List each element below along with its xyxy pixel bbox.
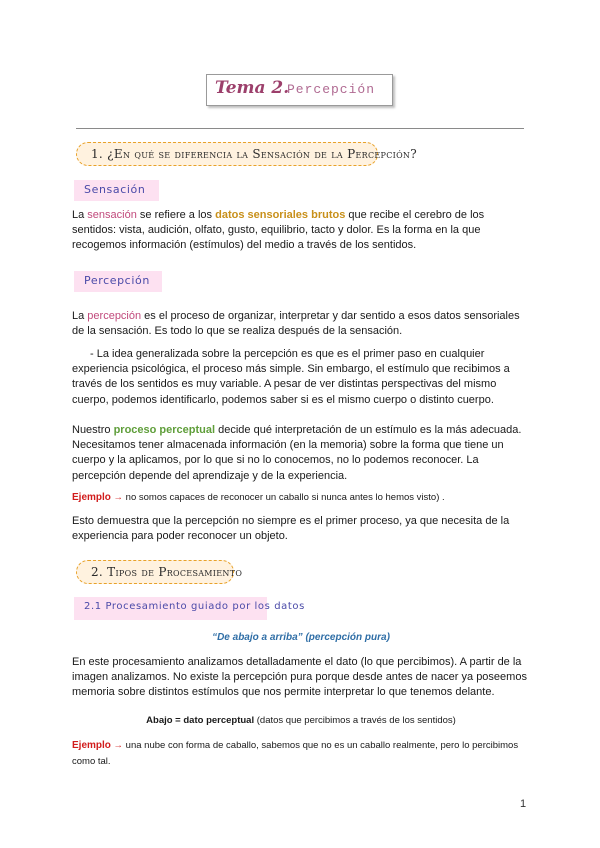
subheading-sensacion-label: Sensación xyxy=(84,183,146,196)
example-2 xyxy=(72,738,530,770)
formula-rest: (datos que percibimos a través de los sentidos) xyxy=(254,715,456,726)
example-text: una nube con forma de caballo, sabemos que no es un caballo realmente, pero lo percibimos como tal. xyxy=(72,740,519,767)
document-title-tema: Tema 2. xyxy=(215,78,290,98)
term-proceso-perceptual: proceso perceptual xyxy=(113,424,216,436)
document-title-box xyxy=(206,74,393,106)
section2-heading-bubble xyxy=(76,560,243,584)
text: Nuestro xyxy=(72,424,114,436)
arrow-right-icon: → xyxy=(113,740,124,751)
percepcion-paragraph-3 xyxy=(72,423,530,484)
percepcion-paragraph-2: - La idea generalizada sobre la percepción es que es el primer paso en cualquier experiencia psicológica, el proceso más simple. Sin embargo, el estímulo que recibimos a través de los sentidos es muy variable. A pesar de ver distintas perspectivas del mismo cuerpo, podemos identificarlo, podemos saber si es el mismo cuerpo o distinto cuerpo. xyxy=(72,348,510,406)
text: se refiere a los xyxy=(136,209,216,221)
term-datos-sensoriales: datos sensoriales brutos xyxy=(215,209,346,221)
subheading-2-1 xyxy=(74,597,305,620)
document-title-topic: Percepción xyxy=(287,82,376,97)
section1-heading-bubble xyxy=(76,142,417,166)
percepcion-paragraph-1 xyxy=(72,309,530,339)
example-text: no somos capaces de reconocer un caballo si nunca antes lo hemos visto) . xyxy=(123,492,445,503)
procesamiento-paragraph: En este procesamiento analizamos detalladamente el dato (lo que percibimos). A partir de la imagen analizamos. No existe la percepción pura porque desde antes de nacer ya poseemos memoria sobre distintos estímulos que nos permite interpretar lo que tenemos delante. xyxy=(72,656,527,699)
subheading-sensacion xyxy=(74,180,159,201)
horizontal-rule xyxy=(76,128,524,129)
text: La xyxy=(72,209,88,221)
page-number: 1 xyxy=(520,798,527,810)
subheading-percepcion-label: Percepción xyxy=(84,274,150,287)
sensacion-paragraph xyxy=(72,208,530,254)
example-label: Ejemplo xyxy=(72,740,111,751)
subheading-2-1-label: 2.1 Procesamiento guiado por los datos xyxy=(84,601,305,612)
term-percepcion: percepción xyxy=(87,310,142,322)
term-sensacion: sensación xyxy=(87,209,137,221)
text: decide qué interpretación de un estímulo es la más adecuada. Necesitamos tener almacenada información (en la memoria) sobre la forma que tiene un cuerpo y la aplicamos, por lo que si no lo conocemos, no lo podemos reconocer. La percepción depende del aprendizaje y de la experiencia. xyxy=(72,424,522,482)
section1-heading: 1. ¿En qué se diferencia la Sensación de la Percepción? xyxy=(91,147,417,161)
formula-line xyxy=(72,715,530,726)
example-label: Ejemplo xyxy=(72,492,111,503)
percepcion-paragraph-4: Esto demuestra que la percepción no siempre es el primer proceso, ya que necesita de la experiencia para poder reconocer un objeto. xyxy=(72,515,510,543)
text: es el proceso de organizar, interpretar y dar sentido a esos datos sensoriales de la sensación. Es todo lo que se realiza después de la sensación. xyxy=(72,310,520,338)
section2-heading: 2. Tipos de Procesamiento xyxy=(91,565,243,579)
example-1 xyxy=(72,490,530,505)
text: que recibe el cerebro de los sentidos: vista, audición, olfato, gusto, equilibrio, tacto y dolor. Es la forma en la que recogemos información (estímulos) del medio a través de los sentidos. xyxy=(72,209,485,252)
arrow-right-icon: → xyxy=(113,492,124,503)
subheading-percepcion xyxy=(74,271,162,292)
centered-caption: “De abajo a arriba” (percepción pura) xyxy=(212,632,390,643)
formula-bold: Abajo = dato perceptual xyxy=(146,715,255,726)
text: La xyxy=(72,310,88,322)
